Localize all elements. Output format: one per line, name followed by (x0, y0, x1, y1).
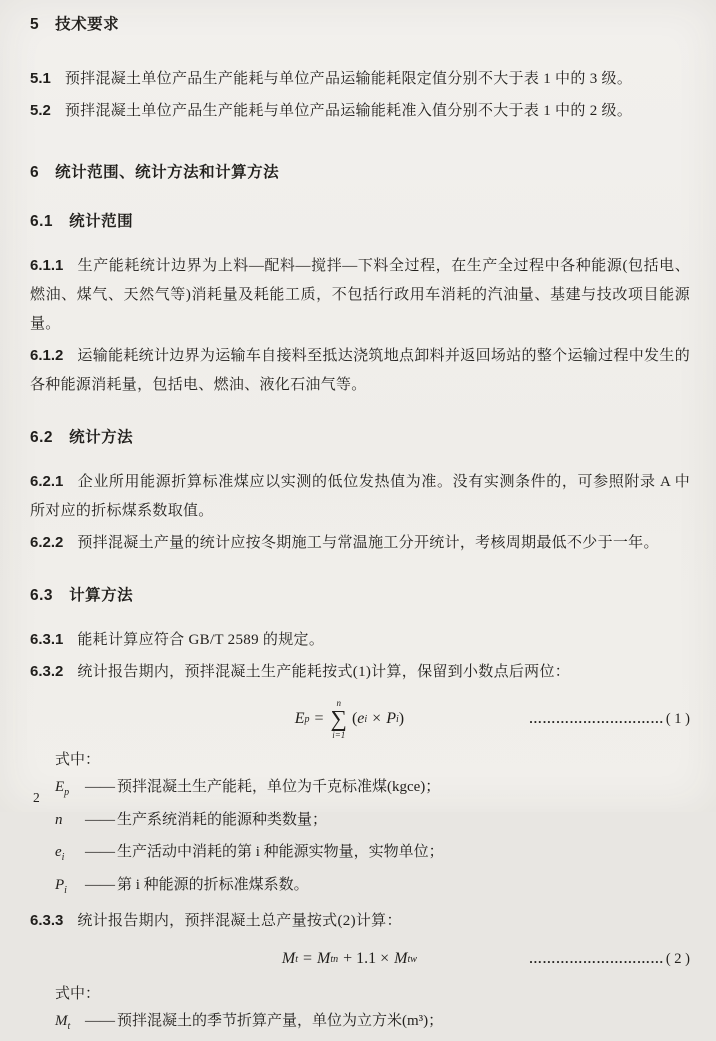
section-heading-6-1 (30, 211, 690, 233)
sum-upper-limit: n (336, 697, 341, 708)
sum-lower-limit: i=1 (332, 729, 346, 740)
formula-2-expression (30, 950, 529, 968)
clause-number: 6.2.1 (30, 473, 64, 490)
page-number: 2 (33, 790, 40, 805)
equals-sign: = (302, 950, 313, 967)
formula-subscript: i (364, 713, 368, 725)
formula-1-expression (30, 699, 529, 740)
clause-text: 生产能耗统计边界为上料—配料—搅拌—下料全过程，在生产全过程中各种能源(包括电、燃油、煤气、天然气等)消耗量及耗能工质，不包括行政用车消耗的汽油量、基建与技改项目能源量。 (30, 258, 690, 332)
section-title: 统计方法 (69, 429, 134, 446)
clause-number: 6.3.3 (30, 912, 64, 929)
clause-text: 统计报告期内，预拌混凝土生产能耗按式(1)计算，保留到小数点后两位： (77, 664, 571, 680)
variable-symbol: $P_i$ (55, 876, 67, 896)
section-number: 6 (30, 164, 40, 181)
formula-subscript: tn (330, 953, 339, 965)
section-number: 6.1 (30, 213, 54, 230)
section-title: 技术要求 (55, 16, 120, 33)
clause-text: 预拌混凝土单位产品生产能耗与单位产品运输能耗限定值分别不大于表 1 中的 3 级。 (64, 71, 633, 87)
clause-6-2-2 (30, 528, 690, 558)
open-paren: ( (351, 710, 358, 727)
formula-subscript: p (304, 713, 310, 725)
clause-5-1 (30, 64, 690, 94)
section-heading-6 (30, 162, 690, 184)
clause-text: 预拌混凝土单位产品生产能耗与单位产品运输能耗准入值分别不大于表 1 中的 2 级。 (64, 103, 633, 119)
variable-symbol: n (55, 811, 63, 828)
definition-row (55, 1008, 690, 1041)
dotted-leader: ………………………… (528, 711, 664, 726)
definition-dash: —— (85, 1013, 115, 1029)
clause-text: 预拌混凝土产量的统计应按冬期施工与常温施工分开统计，考核周期最低不少于一年。 (77, 535, 659, 551)
formula-2-reference (529, 951, 690, 968)
formula-variable: M (281, 950, 296, 967)
close-paren: ) (398, 710, 405, 727)
clause-number: 6.1.2 (30, 347, 64, 364)
variable-symbol: $e_i$ (55, 844, 65, 863)
clause-6-2-1 (30, 467, 690, 526)
definition-dash: —— (85, 811, 115, 828)
definition-text: 第 i 种能源的折标准煤系数。 (117, 876, 309, 893)
clause-5-2 (30, 96, 690, 126)
section-number: 5 (30, 16, 40, 33)
definition-row (55, 839, 690, 872)
definition-dash: —— (85, 779, 115, 795)
clause-text: 能耗计算应符合 GB/T 2589 的规定。 (77, 632, 325, 648)
section-number: 6.3 (30, 587, 54, 604)
formula-number: ( 1 ) (665, 710, 690, 727)
formula-1 (30, 696, 690, 742)
summation-symbol (331, 699, 347, 740)
clause-6-3-1 (30, 625, 690, 655)
section-title: 计算方法 (69, 587, 134, 604)
formula-2 (30, 942, 690, 976)
dotted-leader: ………………………… (528, 951, 664, 966)
definition-row (55, 872, 690, 905)
clause-number: 6.1.1 (30, 257, 64, 274)
clause-6-1-2 (30, 341, 690, 400)
definition-dash: —— (85, 844, 115, 860)
clause-text: 统计报告期内，预拌混凝土总产量按式(2)计算： (77, 913, 402, 929)
formula-subscript: tw (407, 953, 417, 965)
clause-number: 6.3.1 (30, 631, 64, 648)
section-title: 统计范围 (69, 213, 134, 230)
formula-variable: M (394, 950, 408, 967)
clause-text: 企业所用能源折算标准煤应以实测的低位发热值为准。没有实测条件的，可参照附录 A 中所对应的折标煤系数取值。 (30, 474, 690, 519)
definition-row (55, 774, 690, 807)
variable-symbol: $E_p$ (55, 779, 70, 798)
plus-times-operators: + 1.1 × (343, 950, 390, 967)
clause-number: 6.3.2 (30, 663, 64, 680)
clause-number: 6.2.2 (30, 534, 64, 551)
clause-6-3-2 (30, 657, 690, 687)
clause-number: 5.2 (30, 102, 51, 119)
where-label: 式中： (55, 986, 101, 1002)
definition-row (55, 807, 690, 840)
definition-text: 预拌混凝土的季节折算产量，单位为立方米(m³)； (117, 1013, 444, 1029)
formula-variable: P (386, 710, 396, 727)
section-heading-6-3 (30, 585, 690, 607)
clause-6-1-1 (30, 251, 690, 339)
sigma-icon: ∑ (330, 705, 347, 731)
clause-6-3-3 (30, 906, 690, 936)
formula-number: ( 2 ) (665, 950, 690, 967)
formula-variable: e (357, 710, 365, 727)
formula-subscript: t (295, 953, 298, 965)
formula-variable: M (317, 950, 331, 967)
section-title: 统计范围、统计方法和计算方法 (55, 164, 280, 181)
definition-dash: —— (85, 876, 115, 893)
section-heading-6-2 (30, 427, 690, 449)
clause-number: 5.1 (30, 70, 51, 87)
definition-text: 生产活动中消耗的第 i 种能源实物量，实物单位； (117, 844, 444, 860)
definition-text: 生产系统消耗的能源种类数量； (117, 811, 328, 828)
definition-text: 预拌混凝土生产能耗，单位为千克标准煤(kgce)； (117, 779, 441, 795)
equals-sign: = (314, 710, 324, 727)
section-number: 6.2 (30, 429, 54, 446)
clause-text: 运输能耗统计边界为运输车自接料至抵达浇筑地点卸料并返回场站的整个运输过程中发生的各种能源消耗量，包括电、燃油、液化石油气等。 (30, 348, 690, 393)
formula-variable: E (294, 710, 305, 727)
variable-symbol: $M_t$ (55, 1013, 71, 1032)
times-sign: × (372, 710, 382, 727)
formula-1-reference (529, 711, 690, 728)
where-label: 式中： (55, 752, 101, 768)
formula-subscript: i (395, 713, 399, 725)
section-heading-5 (30, 14, 690, 36)
